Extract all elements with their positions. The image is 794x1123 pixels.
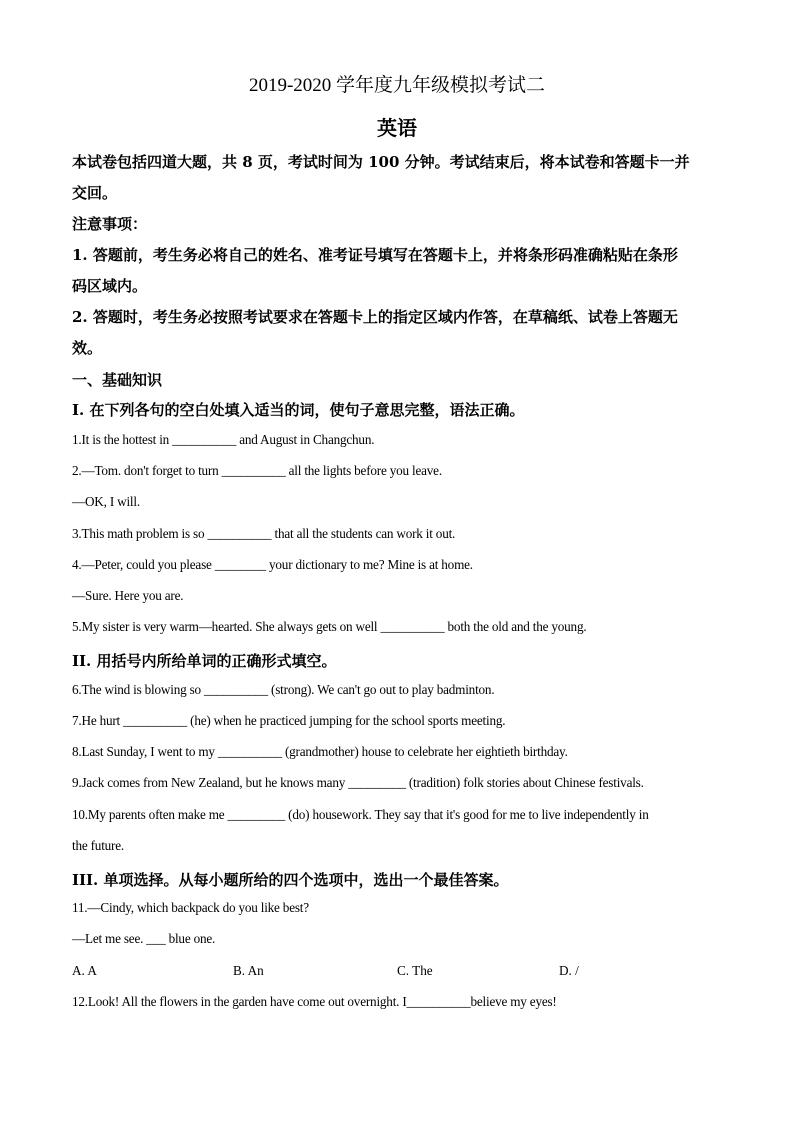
section-2-heading: II. 用括号内所给单词的正确形式填空。 [72,652,337,670]
question-3: 3.This math problem is so __________ that all the students can work it out. [72,526,456,541]
question-5: 5.My sister is very warm—hearted. She always gets on well __________ both the old and the young. [72,619,587,634]
question-2: 2.—Tom. don't forget to turn __________ all the lights before you leave. [72,463,442,478]
note-2-line-2: 效。 [72,339,103,357]
part-heading: 一、基础知识 [72,371,163,389]
option-d: D. / [559,963,579,978]
question-1: 1.It is the hottest in __________ and August in Changchun. [72,432,375,447]
question-10-line-2: the future. [72,838,124,853]
question-11-reply: —Let me see. ___ blue one. [72,931,216,946]
option-a: A. A [72,963,97,978]
question-2-reply: —OK, I will. [72,494,140,509]
option-c: C. The [397,963,433,978]
note-1-line-2: 码区域内。 [72,277,148,295]
intro-line-2: 交回。 [72,184,118,202]
notes-heading: 注意事项： [72,215,148,233]
question-9: 9.Jack comes from New Zealand, but he knows many _________ (tradition) folk stories about Chinese festivals. [72,775,644,790]
question-4-reply: —Sure. Here you are. [72,588,184,603]
subject-title: 英语 [377,118,417,140]
section-1-heading: I. 在下列各句的空白处填入适当的词，使句子意思完整，语法正确。 [72,401,525,419]
note-1-line-1: 1. 答题前，考生务必将自己的姓名、准考证号填写在答题卡上，并将条形码准确粘贴在条形 [72,246,678,264]
question-8: 8.Last Sunday, I went to my __________ (grandmother) house to celebrate her eightieth birthday. [72,744,568,759]
exam-title: 2019-2020 学年度九年级模拟考试二 [248,75,546,96]
question-12: 12.Look! All the flowers in the garden have come out overnight. I__________believe my eyes! [72,994,557,1009]
section-3-heading: III. 单项选择。从每小题所给的四个选项中，选出一个最佳答案。 [72,871,509,889]
note-2-line-1: 2. 答题时，考生务必按照考试要求在答题卡上的指定区域内作答，在草稿纸、试卷上答题无 [72,308,678,326]
question-6: 6.The wind is blowing so __________ (strong). We can't go out to play badminton. [72,682,495,697]
question-11: 11.—Cindy, which backpack do you like best? [72,900,309,915]
option-b: B. An [233,963,264,978]
question-7: 7.He hurt __________ (he) when he practiced jumping for the school sports meeting. [72,713,506,728]
intro-line-1: 本试卷包括四道大题，共 8 页，考试时间为 100 分钟。考试结束后，将本试卷和答题卡一并 [72,153,690,171]
question-4: 4.—Peter, could you please ________ your dictionary to me? Mine is at home. [72,557,473,572]
question-10-line-1: 10.My parents often make me _________ (do) housework. They say that it's good for me to live independently in [72,807,649,822]
